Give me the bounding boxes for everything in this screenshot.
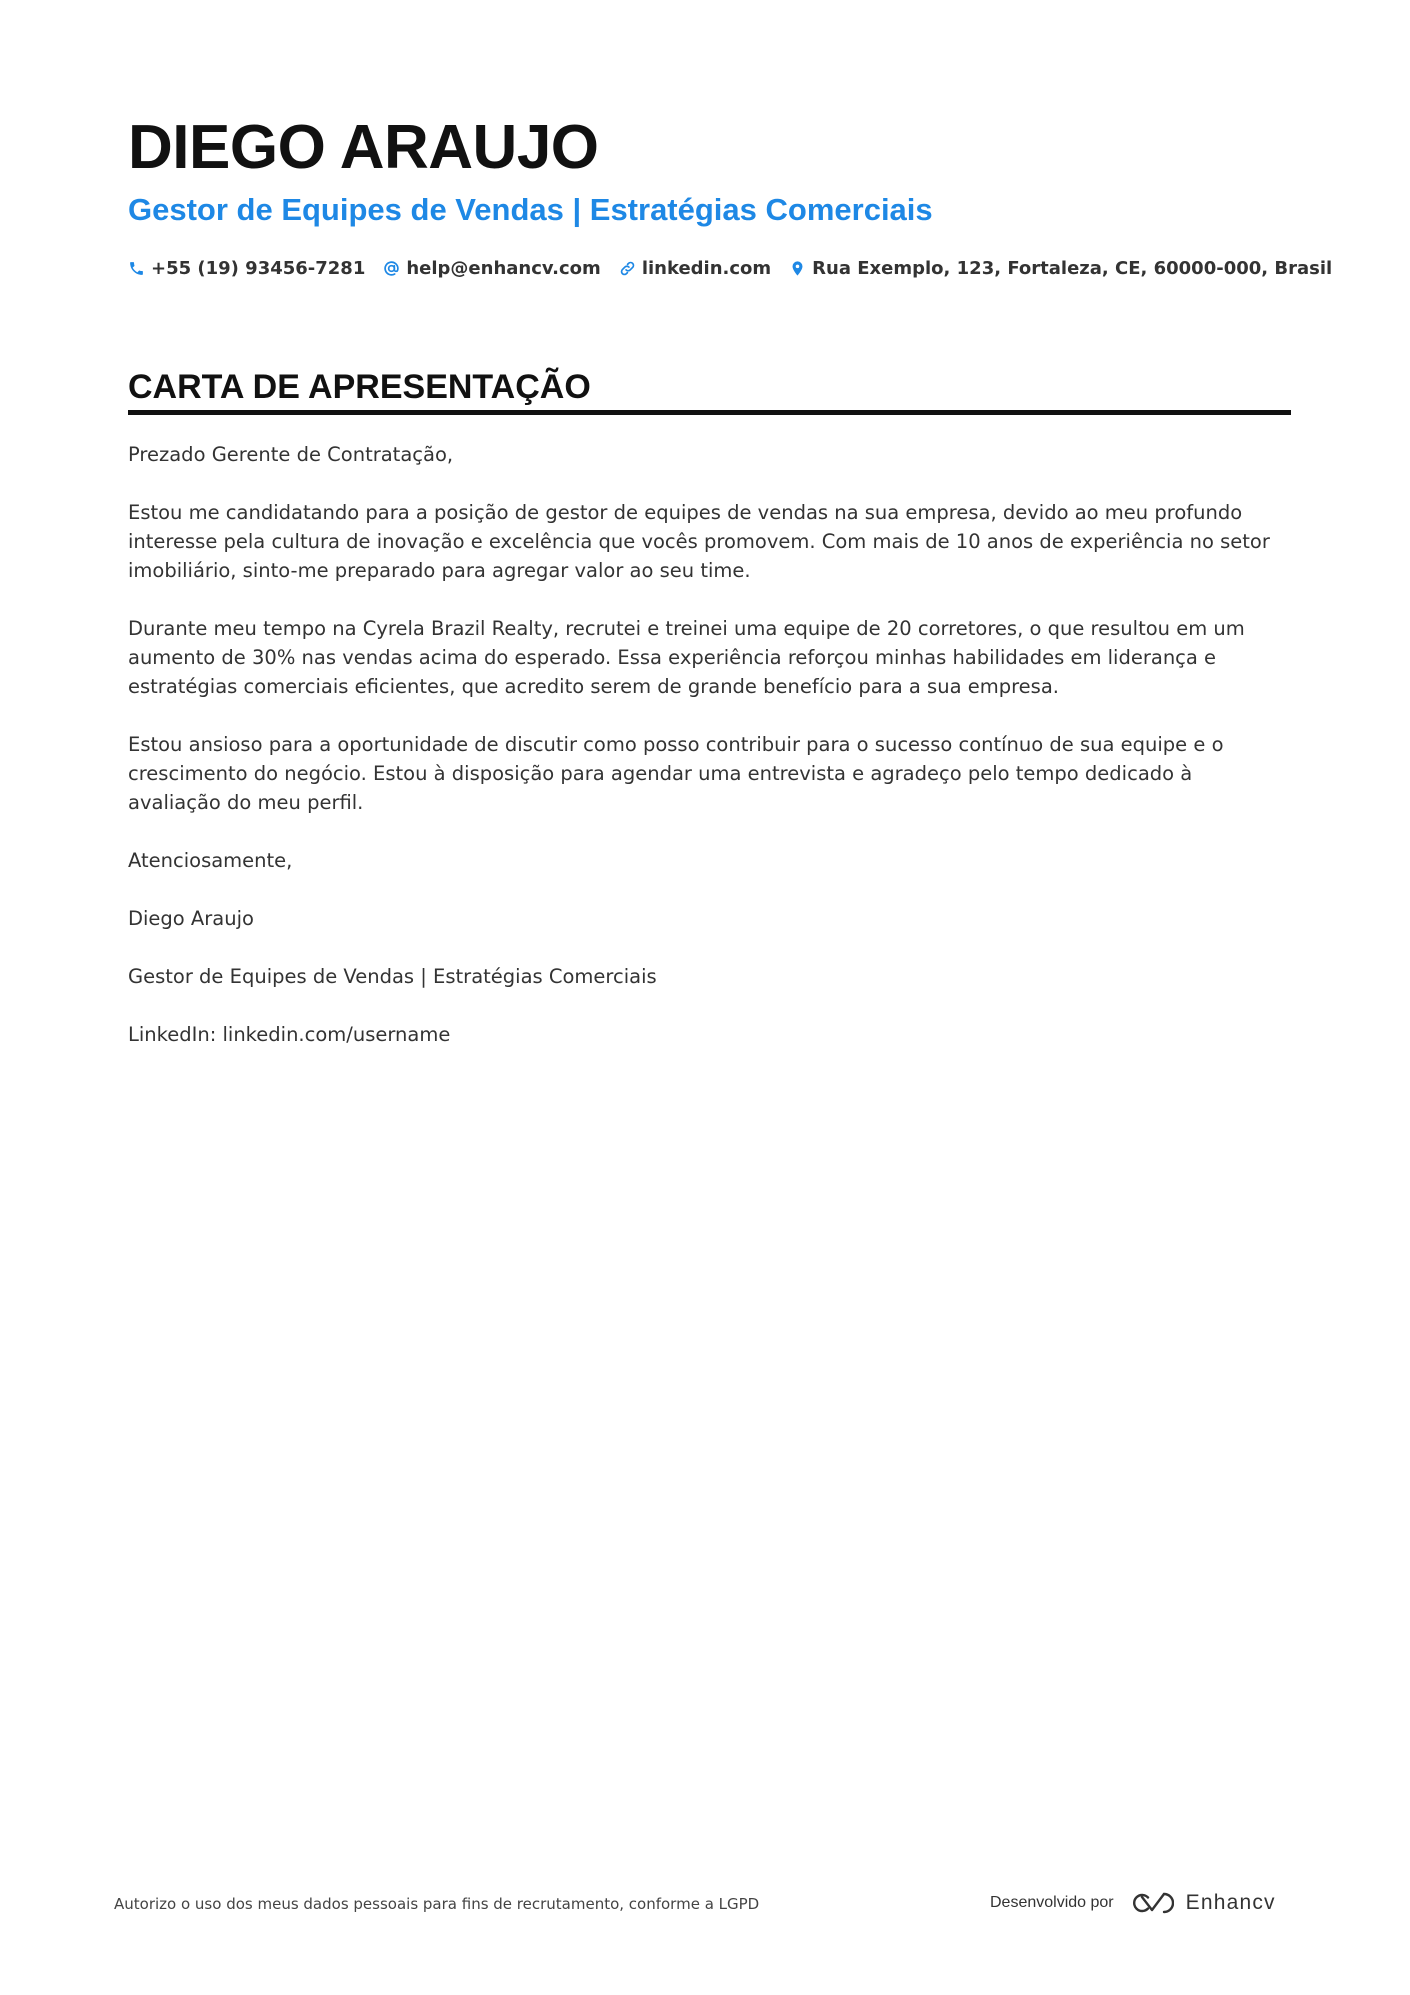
footer-consent-text: Autorizo o uso dos meus dados pessoais para fins de recrutamento, conforme a LGPD bbox=[114, 1895, 760, 1913]
phone-text: +55 (19) 93456-7281 bbox=[151, 257, 366, 279]
powered-by-label: Desenvolvido por bbox=[990, 1894, 1114, 1911]
letter-greeting: Prezado Gerente de Contratação, bbox=[128, 443, 454, 466]
signature-title: Gestor de Equipes de Vendas | Estratégias Comerciais bbox=[128, 965, 657, 988]
candidate-name: DIEGO ARAUJO bbox=[128, 113, 599, 182]
signature-name: Diego Araujo bbox=[128, 907, 254, 930]
contact-bar bbox=[128, 253, 1350, 283]
footer-branding[interactable] bbox=[990, 1886, 1276, 1920]
letter-paragraph: Estou ansioso para a oportunidade de discutir como posso contribuir para o sucesso contínuo de sua equipe e o crescimento do negócio. Estou à disposição para agendar uma entrevista e agradeço pelo tempo dedicado à avaliação do meu perfil. bbox=[128, 733, 1224, 814]
at-icon bbox=[383, 260, 400, 277]
contact-email[interactable] bbox=[383, 258, 600, 279]
signature-linkedin: LinkedIn: linkedin.com/username bbox=[128, 1023, 451, 1046]
contact-address bbox=[789, 258, 1332, 279]
link-icon bbox=[619, 260, 636, 277]
section-heading: CARTA DE APRESENTAÇÃO bbox=[128, 368, 591, 406]
contact-phone bbox=[128, 258, 365, 279]
letter-paragraph: Durante meu tempo na Cyrela Brazil Realty, recrutei e treinei uma equipe de 20 corretores, o que resultou em um aumento de 30% nas vendas acima do esperado. Essa experiência reforçou minhas habilidades em liderança e estratégias comerciais eficientes, que acredito serem de grande benefício para a sua empresa. bbox=[128, 617, 1245, 698]
address-text: Rua Exemplo, 123, Fortaleza, CE, 60000-000, Brasil bbox=[812, 257, 1333, 279]
brand-name: Enhancv bbox=[1185, 1891, 1276, 1914]
contact-linkedin[interactable] bbox=[619, 258, 771, 279]
email-text: help@enhancv.com bbox=[406, 257, 601, 279]
enhancv-logo-icon bbox=[1126, 1888, 1186, 1918]
linkedin-text: linkedin.com bbox=[641, 257, 772, 279]
letter-closing: Atenciosamente, bbox=[128, 849, 293, 872]
letter-paragraph: Estou me candidatando para a posição de gestor de equipes de vendas na sua empresa, devido ao meu profundo interesse pela cultura de inovação e excelência que vocês promovem. Com mais de 10 anos de experiência no setor imobiliário, sinto-me preparado para agregar valor ao seu time. bbox=[128, 501, 1270, 582]
phone-icon bbox=[128, 260, 145, 277]
location-pin-icon bbox=[789, 260, 806, 277]
letter-body bbox=[128, 440, 1291, 1078]
section-divider bbox=[128, 410, 1291, 415]
candidate-title: Gestor de Equipes de Vendas | Estratégias Comerciais bbox=[128, 192, 933, 227]
